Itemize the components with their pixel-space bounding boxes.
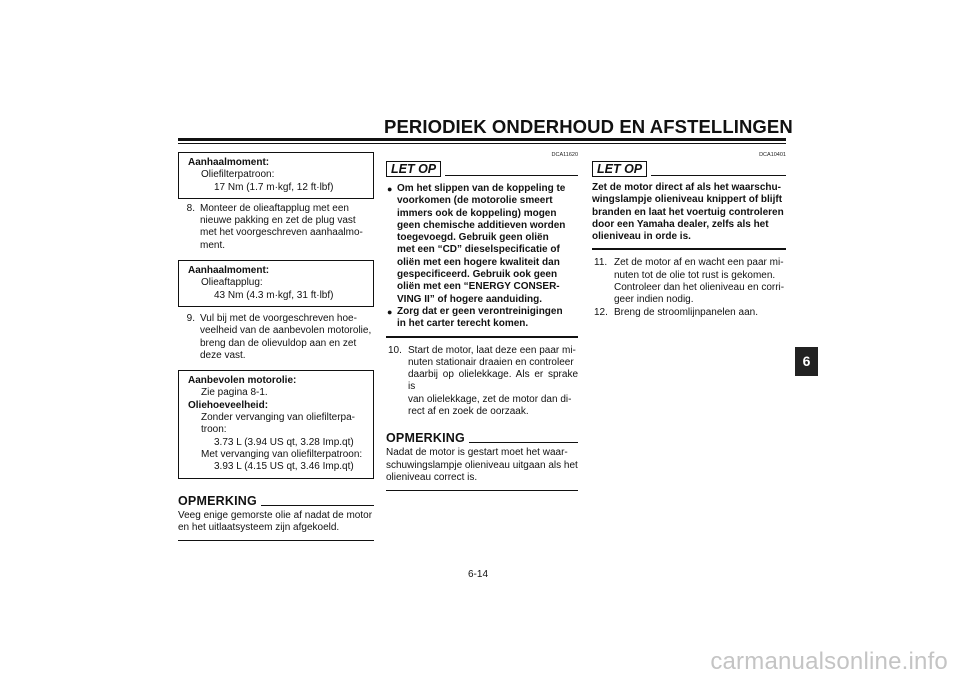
caution-label: LET OP <box>592 161 647 177</box>
box-sub: Zonder vervanging van oliefilterpa- <box>201 412 355 424</box>
step-number: 8. <box>186 202 195 214</box>
caution-code: DCA10401 <box>759 152 786 158</box>
step-line: deze vast. <box>200 349 246 361</box>
note-end-rule <box>386 490 578 491</box>
bullet-line: VING II” of hogere aanduiding. <box>397 293 543 305</box>
bullet-line: in het carter terecht komen. <box>397 318 529 330</box>
caution-bullet <box>386 306 578 331</box>
note-line: schuwingslampje olieniveau uitgaan als het <box>386 459 578 471</box>
box-value: 3.93 L (4.15 US qt, 3.46 Imp.qt) <box>214 461 354 473</box>
bullet-line: met een “CD” dieselspecificatie of <box>397 244 560 256</box>
note-end-rule <box>178 540 374 541</box>
bullet-line: oliën met een “ENERGY CONSER- <box>397 281 560 293</box>
header-rule-thin <box>178 143 786 144</box>
step-line: breng dan de olievuldop aan en zet <box>200 337 357 349</box>
step-line: nuten tot de olie tot rust is gekomen. <box>614 269 776 281</box>
bullet-line: immers ook de koppeling) mogen <box>397 207 557 219</box>
box-sub: Met vervanging van oliefilterpatroon: <box>201 448 363 460</box>
step-line: geer indien nodig. <box>614 294 694 306</box>
note-label: OPMERKING <box>178 493 257 508</box>
step-number: 11. <box>594 257 608 269</box>
chapter-tab-label: 6 <box>802 353 811 369</box>
box-value: Zie pagina 8-1. <box>201 387 268 399</box>
note-text <box>178 510 374 535</box>
caution-bullets <box>386 183 578 331</box>
note-label: OPMERKING <box>386 431 465 446</box>
step-text <box>614 257 786 306</box>
column-3 <box>592 152 786 319</box>
torque-box-oil-filter <box>178 152 374 199</box>
step-8 <box>178 203 374 252</box>
caution-line: olieniveau in orde is. <box>592 231 691 243</box>
step-line: nieuwe pakking en zet de plug vast <box>200 215 356 227</box>
bullet-line: oliën met een hogere kwaliteit dan <box>397 256 560 268</box>
box-label: Aanhaalmoment: <box>188 265 270 277</box>
box-label: Aanbevolen motorolie: <box>188 375 297 387</box>
bullet-line: geen chemische additieven worden <box>397 219 566 231</box>
box-sub: Oliefilterpatroon: <box>201 169 275 181</box>
caution-rule <box>445 175 578 176</box>
column-2 <box>386 152 578 491</box>
column-1 <box>178 152 374 541</box>
caution-code: DCA11620 <box>551 152 578 158</box>
box-label: Aanhaalmoment: <box>188 157 270 168</box>
box-label: Oliehoeveelheid: <box>188 399 269 411</box>
caution-text <box>592 182 786 243</box>
caution-line: wingslampje olieniveau knippert of blijft <box>592 194 783 206</box>
note-line: Nadat de motor is gestart moet het waar- <box>386 447 568 459</box>
step-12 <box>592 307 786 319</box>
step-line: daarbij op olielekkage. Als er sprake is <box>408 369 578 393</box>
note-line: Veeg enige gemorste olie af nadat de motor <box>178 509 373 521</box>
step-line: Monteer de olieaftapplug met een <box>200 202 349 214</box>
caution-bullet <box>386 183 578 306</box>
bullet-line: Om het slippen van de koppeling te <box>397 183 566 194</box>
note-line: olieniveau correct is. <box>386 471 478 483</box>
step-line: van olielekkage, zet de motor dan di- <box>408 393 572 405</box>
caution-line: branden en laat het voertuig controleren <box>592 206 784 218</box>
watermark: carmanualsonline.info <box>710 648 948 675</box>
page-title: PERIODIEK ONDERHOUD EN AFSTELLINGEN <box>384 116 793 137</box>
step-line: Controleer dan het olieniveau en corri- <box>614 282 785 294</box>
caution-line: door een Yamaha dealer, zelfs als het <box>592 218 769 230</box>
step-line: Breng de stroomlijnpanelen aan. <box>614 306 758 318</box>
step-line: Start de motor, laat deze een paar mi- <box>408 344 576 356</box>
box-value: 3.73 L (3.94 US qt, 3.28 Imp.qt) <box>214 436 354 448</box>
note-text <box>386 447 578 484</box>
bullet-line: Zorg dat er geen verontreinigingen <box>397 305 563 317</box>
bullet-icon: ● <box>387 306 393 317</box>
caution-label: LET OP <box>386 161 441 177</box>
step-text <box>200 313 374 362</box>
bullet-icon: ● <box>387 184 393 194</box>
page-number: 6-14 <box>468 569 489 580</box>
bullet-line: voorkomen (de motorolie smeert <box>397 195 553 207</box>
chapter-tab <box>795 347 818 376</box>
box-value: 17 Nm (1.7 m·kgf, 12 ft·lbf) <box>214 181 334 193</box>
bullet-line: gespecificeerd. Gebruik ook geen <box>397 269 558 281</box>
step-line: rect af en zoek de oorzaak. <box>408 406 529 418</box>
box-value: 43 Nm (4.3 m·kgf, 31 ft·lbf) <box>214 289 334 301</box>
step-text <box>200 203 374 252</box>
step-line: veelheid van de aanbevolen motorolie, <box>200 325 372 337</box>
step-11 <box>592 257 786 306</box>
header-rule <box>178 138 786 141</box>
note-rule <box>469 442 578 443</box>
step-text <box>614 307 786 319</box>
caution-heading <box>592 161 786 177</box>
step-line: Vul bij met de voorgeschreven hoe- <box>200 312 357 324</box>
note-heading <box>386 432 578 445</box>
oil-spec-box <box>178 370 374 478</box>
note-heading <box>178 495 374 508</box>
bullet-line: toegevoegd. Gebruik geen oliën <box>397 232 549 244</box>
caution-end-rule <box>592 248 786 250</box>
caution-heading <box>386 161 578 177</box>
step-number: 9. <box>186 312 195 324</box>
step-10 <box>386 345 578 419</box>
note-line: en het uitlaatsysteem zijn afgekoeld. <box>178 521 340 533</box>
step-line: nuten stationair draaien en controleer <box>408 356 574 368</box>
note-rule <box>261 505 374 506</box>
step-text <box>408 345 578 419</box>
step-9 <box>178 313 374 362</box>
box-sub: troon: <box>201 424 227 436</box>
torque-box-drain-plug <box>178 260 374 307</box>
box-sub: Olieaftapplug: <box>201 277 263 289</box>
caution-end-rule <box>386 336 578 338</box>
step-number: 12. <box>594 306 608 318</box>
step-number: 10. <box>388 344 402 356</box>
step-line: Zet de motor af en wacht een paar mi- <box>614 257 784 269</box>
caution-rule <box>651 175 786 176</box>
caution-line: Zet de motor direct af als het waarschu- <box>592 182 781 193</box>
step-line: ment. <box>200 239 226 251</box>
step-line: met het voorgeschreven aanhaalmo- <box>200 227 363 239</box>
